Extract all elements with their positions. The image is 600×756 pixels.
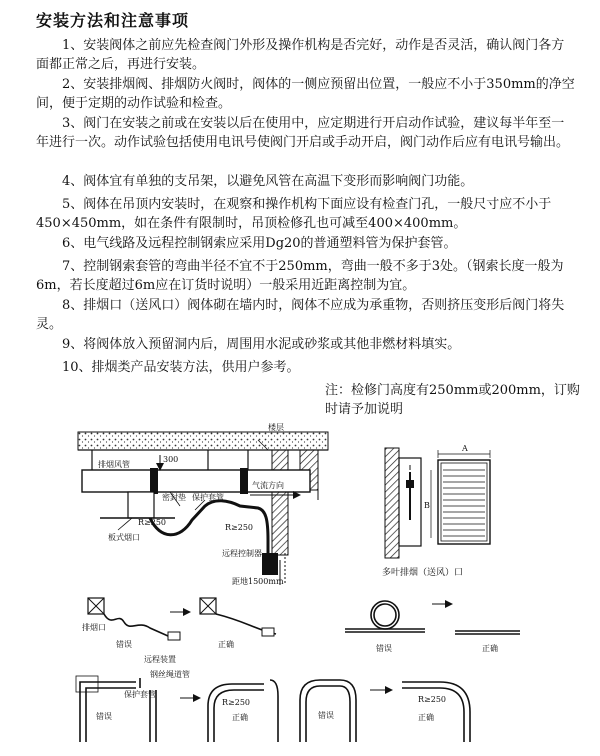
label-multi-louver: 多叶排烟（送风）口 <box>382 568 464 578</box>
label-wrong-2: 错误 <box>376 644 392 653</box>
label-radius-4: R≥250 <box>418 695 446 704</box>
label-floor: 楼层 <box>268 423 284 432</box>
label-wrong-3: 错误 <box>96 712 112 721</box>
paragraph-5: 5、阀体在吊顶内安装时，在观察和操作机构下面应设有检查门孔，一般尺寸应不小于450×450mm，如在条件有限制时，吊顶检修孔也可减至400×400mm。 <box>36 197 552 231</box>
paragraph-6: 6、电气线路及远程控制钢索应采用Dg20的普通塑料管为保护套管。 <box>62 236 457 251</box>
section-title: 安装方法和注意事项 <box>36 11 190 30</box>
label-wrong-1: 错误 <box>116 640 132 649</box>
paragraph-2: 2、安装排烟阀、排烟防火阀时，阀体的一侧应预留出位置，一般应不小于350mm的净空间，便于定期的动作试验和检查。 <box>36 77 575 111</box>
label-sleeve: 保护套管 <box>192 493 224 502</box>
label-radius-1: R≥250 <box>138 518 166 527</box>
remote-controller-box <box>262 553 278 575</box>
label-wrong-4: 错误 <box>318 711 334 720</box>
plate-outlet <box>128 492 154 518</box>
label-cable-tube: 钢丝绳道管 <box>150 670 190 679</box>
label-seal: 密封垫 <box>162 493 186 502</box>
label-plate-outlet: 板式烟口 <box>108 533 140 542</box>
label-right-3: 正确 <box>232 713 248 722</box>
label-radius-3: R≥250 <box>222 698 250 707</box>
paragraph-9: 9、将阀体放入预留洞内后，周围用水泥或砂浆或其他非燃材料填实。 <box>62 337 461 352</box>
ceiling-install-drawing <box>78 422 328 586</box>
paragraph-4: 4、阀体宜有单独的支吊架，以避免风管在高温下变形而影响阀门功能。 <box>62 174 474 189</box>
label-duct: 排烟风管 <box>98 460 130 469</box>
label-height: 距地1500mm <box>232 577 284 586</box>
label-dim-300: 300 <box>163 455 179 464</box>
louver-panel <box>438 460 490 544</box>
multi-louver-drawing <box>382 444 490 578</box>
wall <box>272 450 288 555</box>
paragraph-8: 8、排烟口（送风口）阀体砌在墙内时，阀体不应成为承重物，否则挤压变形后阀门将失灵。 <box>36 298 565 332</box>
label-remote-controller: 远程控制器 <box>222 549 262 558</box>
label-remote-device: 远程装置 <box>144 655 176 664</box>
cable-routing-examples <box>82 598 520 653</box>
label-airflow: 气流方向 <box>252 481 284 490</box>
label-outlet: 排烟口 <box>82 623 106 632</box>
label-right-1: 正确 <box>218 640 234 649</box>
label-dim-a: A <box>462 444 468 453</box>
bend-radius-examples <box>76 654 470 742</box>
ceiling-slab <box>78 432 328 450</box>
label-right-2: 正确 <box>482 644 498 653</box>
note-text: 注：检修门高度有250mm或200mm，订购时请予加说明 <box>325 383 580 417</box>
paragraph-1: 1、安装阀体之前应先检查阀门外形及操作机构是否完好，动作是否灵活，确认阀门各方面都正常之后，再进行安装。 <box>36 38 565 72</box>
label-dim-b: B <box>424 501 430 510</box>
paragraph-3: 3、阀门在安装之前或在安装以后在使用中，应定期进行开启动作试验，建议每半年至一年进行一次。动作试验包括使用电讯号使阀门开启或手动开启，阀门动作后应有电讯号输出。 <box>36 116 570 150</box>
paragraph-10: 10、排烟类产品安装方法，供用户参考。 <box>62 360 300 375</box>
label-right-4: 正确 <box>418 713 434 722</box>
paragraph-7: 7、控制钢索套管的弯曲半径不宜不于250mm，弯曲一般不多于3处。（钢索长度一般为6m，若长度超过6m应在订货时说明）一般采用近距离控制为宜。 <box>36 259 564 293</box>
label-sleeve-2: 保护套管 <box>124 690 156 699</box>
label-radius-2: R≥250 <box>225 523 253 532</box>
